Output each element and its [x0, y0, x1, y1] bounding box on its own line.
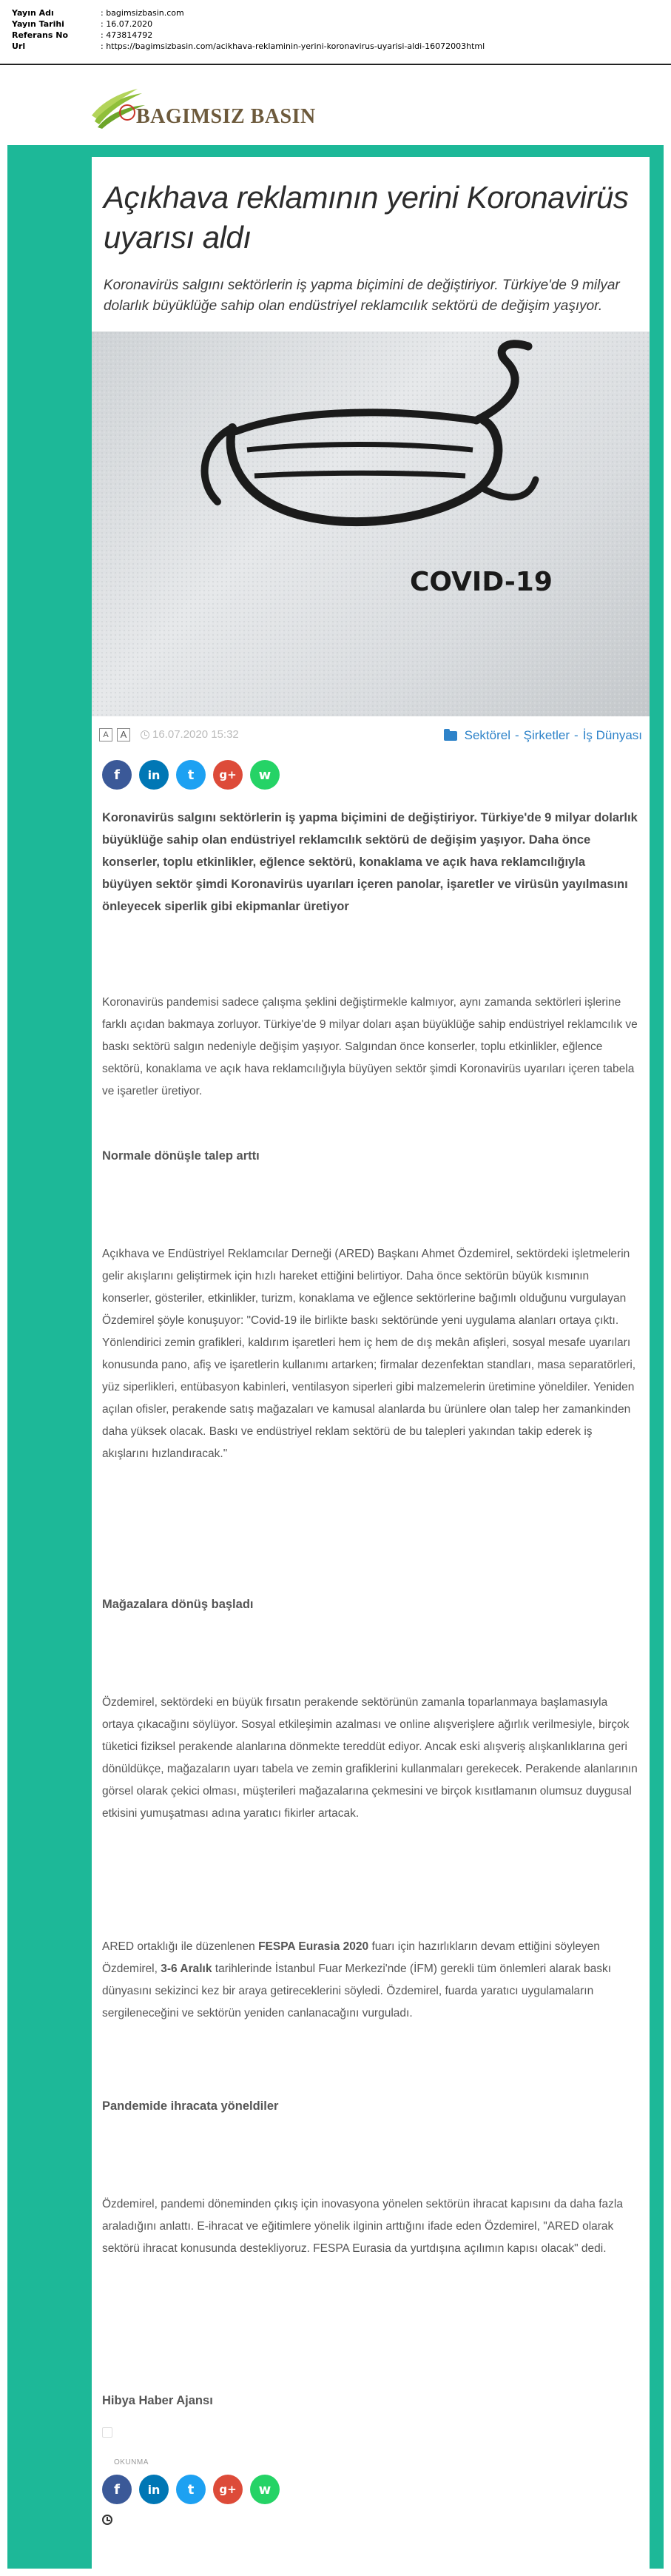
- publish-date: [141, 728, 239, 741]
- section-heading: Mağazalara dönüş başladı: [102, 1598, 254, 1611]
- site-logo[interactable]: [89, 83, 326, 135]
- section-heading: Normale dönüşle talep arttı: [102, 1149, 260, 1163]
- article-paragraph: Özdemirel, pandemi döneminden çıkış için inovasyona yönelen sektörün ihracat kapısını da daha fazla araladığını anlattı. E-ihracat ve eğitimlere yönelik ilginin arttığını ifade eden Özdemirel, "ARED olarak sektörü ihracat konusunda destekliyoruz. FESPA Eurasia da yurtdışına açılımın kapısı olacak" dedi.: [102, 2198, 623, 2255]
- category-links: [444, 728, 642, 743]
- folder-icon: [444, 731, 457, 741]
- event-dates: 3-6 Aralık: [161, 1963, 212, 1975]
- category-link[interactable]: İş Dünyası: [582, 728, 642, 742]
- twitter-share-icon[interactable]: t: [176, 760, 206, 790]
- category-link[interactable]: Şirketler: [523, 728, 570, 742]
- share-bar-top: [102, 760, 280, 790]
- twitter-share-icon[interactable]: t: [176, 2475, 206, 2504]
- facebook-share-icon[interactable]: f: [102, 760, 132, 790]
- article-paragraph: Koronavirüs pandemisi sadece çalışma şeklini değiştirmekle kalmıyor, aynı zamanda sektörleri işlerine farklı açıdan bakmaya zorluyor. Türkiye'de 9 milyar doları aşan büyüklüğe sahip endüstriyel reklamcılık ve baskı sektörü salgın nedeniyle değişim yaşıyor. Salgından önce konserler, toplu etkinlikler, eğlence sektörü, konaklama ve açık hava reklamcılığıyla büyüyen sektör şimdi Koronavirüs uyarıları içeren tabela ve işaretler üretiyor.: [102, 996, 638, 1097]
- read-count-label: OKUNMA: [114, 2458, 149, 2466]
- googleplus-share-icon[interactable]: g+: [213, 760, 243, 790]
- section-heading: Pandemide ihracata yöneldiler: [102, 2099, 279, 2113]
- share-bar-bottom: [102, 2475, 280, 2504]
- article-toolbar: [99, 721, 642, 747]
- clock-icon: [102, 2515, 112, 2525]
- font-decrease-button[interactable]: A: [99, 728, 112, 741]
- meta-value: : 16.07.2020: [101, 19, 153, 29]
- hero-image: [92, 332, 650, 716]
- category-link[interactable]: Sektörel: [464, 728, 510, 742]
- placeholder-icon: [102, 2427, 112, 2438]
- top-divider: [0, 64, 671, 65]
- meta-value: : https://bagimsizbasin.com/acikhava-reklaminin-yerini-koronavirus-uyarisi-aldi-16072003html: [101, 41, 485, 51]
- googleplus-share-icon[interactable]: g+: [213, 2475, 243, 2504]
- meta-key: Yayın Adı: [12, 8, 54, 18]
- font-increase-button[interactable]: A: [117, 728, 130, 741]
- news-agency: Hibya Haber Ajansı: [102, 2394, 213, 2407]
- linkedin-share-icon[interactable]: in: [139, 760, 169, 790]
- logo-text: BAGIMSIZ BASIN: [136, 105, 316, 128]
- paragraph-text: ARED ortaklığı ile düzenlenen: [102, 1940, 259, 1953]
- hero-covid-text: COVID-19: [410, 567, 553, 597]
- article-paragraph: Özdemirel, sektördeki en büyük fırsatın perakende sektörünün zamanla toparlanmaya başlamasıyla ortaya çıkacağını söylüyor. Sosyal etkileşimin azalması ve online alışverişlere ağırlık verilmesiyle, birçok tüketici fiziksel perakende alanlarına dönmekte tereddüt ediyor. Ancak eski alışveriş alışkanlıklarına geri dönüldükçe, mağazaların uyarı tabela ve zemin grafiklerini kullanmaları gerekecek. Perakende alanlarının görsel olarak çekici olması, müşterileri mağazalarına çekmesini ve birçok kısıtlamanın olumsuz duygusal etkisini yumuşatması adına yaratıcı fikirler artacak.: [102, 1696, 638, 1820]
- publish-date-text: 16.07.2020 15:32: [152, 728, 239, 741]
- meta-row: [12, 41, 485, 52]
- article-paragraph: [102, 1936, 638, 2025]
- metadata-block: [12, 7, 485, 52]
- article-title: Açıkhava reklamının yerini Koronavirüs uyarısı aldı: [104, 180, 629, 255]
- event-name: FESPA Eurasia 2020: [258, 1940, 369, 1953]
- meta-value: : bagimsizbasin.com: [101, 8, 184, 18]
- whatsapp-share-icon[interactable]: w: [250, 760, 280, 790]
- linkedin-share-icon[interactable]: in: [139, 2475, 169, 2504]
- meta-key: Referans No: [12, 30, 68, 40]
- article-card: [92, 157, 650, 2569]
- meta-key: Url: [12, 41, 26, 51]
- mask-graffiti-icon: [92, 332, 650, 716]
- meta-row: [12, 19, 485, 30]
- category-separator: -: [574, 728, 579, 742]
- meta-row: [12, 7, 485, 19]
- article-lead: Koronavirüs salgını sektörlerin iş yapma biçimini de değiştiriyor. Türkiye'de 9 milyar dolarlık büyüklüğe sahip olan endüstriyel reklamcılık sektörü de değişim yaşıyor. Daha önce konserler, toplu etkinlikler, eğlence sektörü, konaklama ve açık hava reklamcılığıyla büyüyen sektör şimdi Koronavirüs uyarıları içeren panolar, işaretler ve virüsün yayılmasını önleyecek siperlik gibi ekipmanlar üretiyor: [102, 811, 638, 913]
- whatsapp-share-icon[interactable]: w: [250, 2475, 280, 2504]
- meta-value: : 473814792: [101, 30, 153, 40]
- paragraph-text: fuarı için hazırlıkların devam ettiğini söyleyen Özdemirel,: [102, 1940, 600, 1975]
- paragraph-text: tarihlerinde İstanbul Fuar Merkezi'nde (İFM) gerekli tüm önlemleri alarak baskı dünyasını sekizinci kez bir araya getireceklerini söyledi. Özdemirel, fuarda yaratıcı uygulamaların sergileneceğini ve sektörün yeniden canlanacağını vurguladı.: [102, 1963, 612, 2020]
- article-paragraph: Açıkhava ve Endüstriyel Reklamcılar Derneği (ARED) Başkanı Ahmet Özdemirel, sektördeki işletmelerin gelir akışlarını geliştirmek için hızlı hareket ettiğini belirtiyor. Daha önce sektörün büyük kısmının konserler, gösteriler, etkinlikler, turizm, konaklama ve eğlence sektörlerine bağımlı olduğunu vurgulayan Özdemirel şöyle konuşuyor: "Covid-19 ile birlikte baskı sektöründe yeni uygulama alanları ortaya çıktı. Yönlendirici zemin grafikleri, kaldırım işaretleri hem iç hem de dış mekân afişleri, sosyal mesafe uyarıları konusunda pano, afiş ve işaretlerin kullanımı artarken; firmalar dezenfektan standları, masa separatörleri, yüz siperlikleri, entübasyon kabinleri, ventilasyon siperleri gibi malzemelerin üretimine yöneldiler. Yeniden açılan ofisler, perakende satış mağazaları ve kamusal alanlarda bu ürünlere olan talep her zamankinden daha yüksek olacak. Baskı ve endüstriyel reklam sektörü de bu talepleri yakından takip ederek iş akışlarını hızlandıracak.": [102, 1248, 636, 1460]
- clock-icon: [141, 730, 149, 739]
- meta-key: Yayın Tarihi: [12, 19, 64, 29]
- meta-row: [12, 30, 485, 41]
- category-separator: -: [514, 728, 519, 742]
- facebook-share-icon[interactable]: f: [102, 2475, 132, 2504]
- article-summary: Koronavirüs salgını sektörlerin iş yapma biçimini de değiştiriyor. Türkiye'de 9 milyar dolarlık büyüklüğe sahip olan endüstriyel reklamcılık sektörü de değişim yaşıyor.: [104, 278, 620, 314]
